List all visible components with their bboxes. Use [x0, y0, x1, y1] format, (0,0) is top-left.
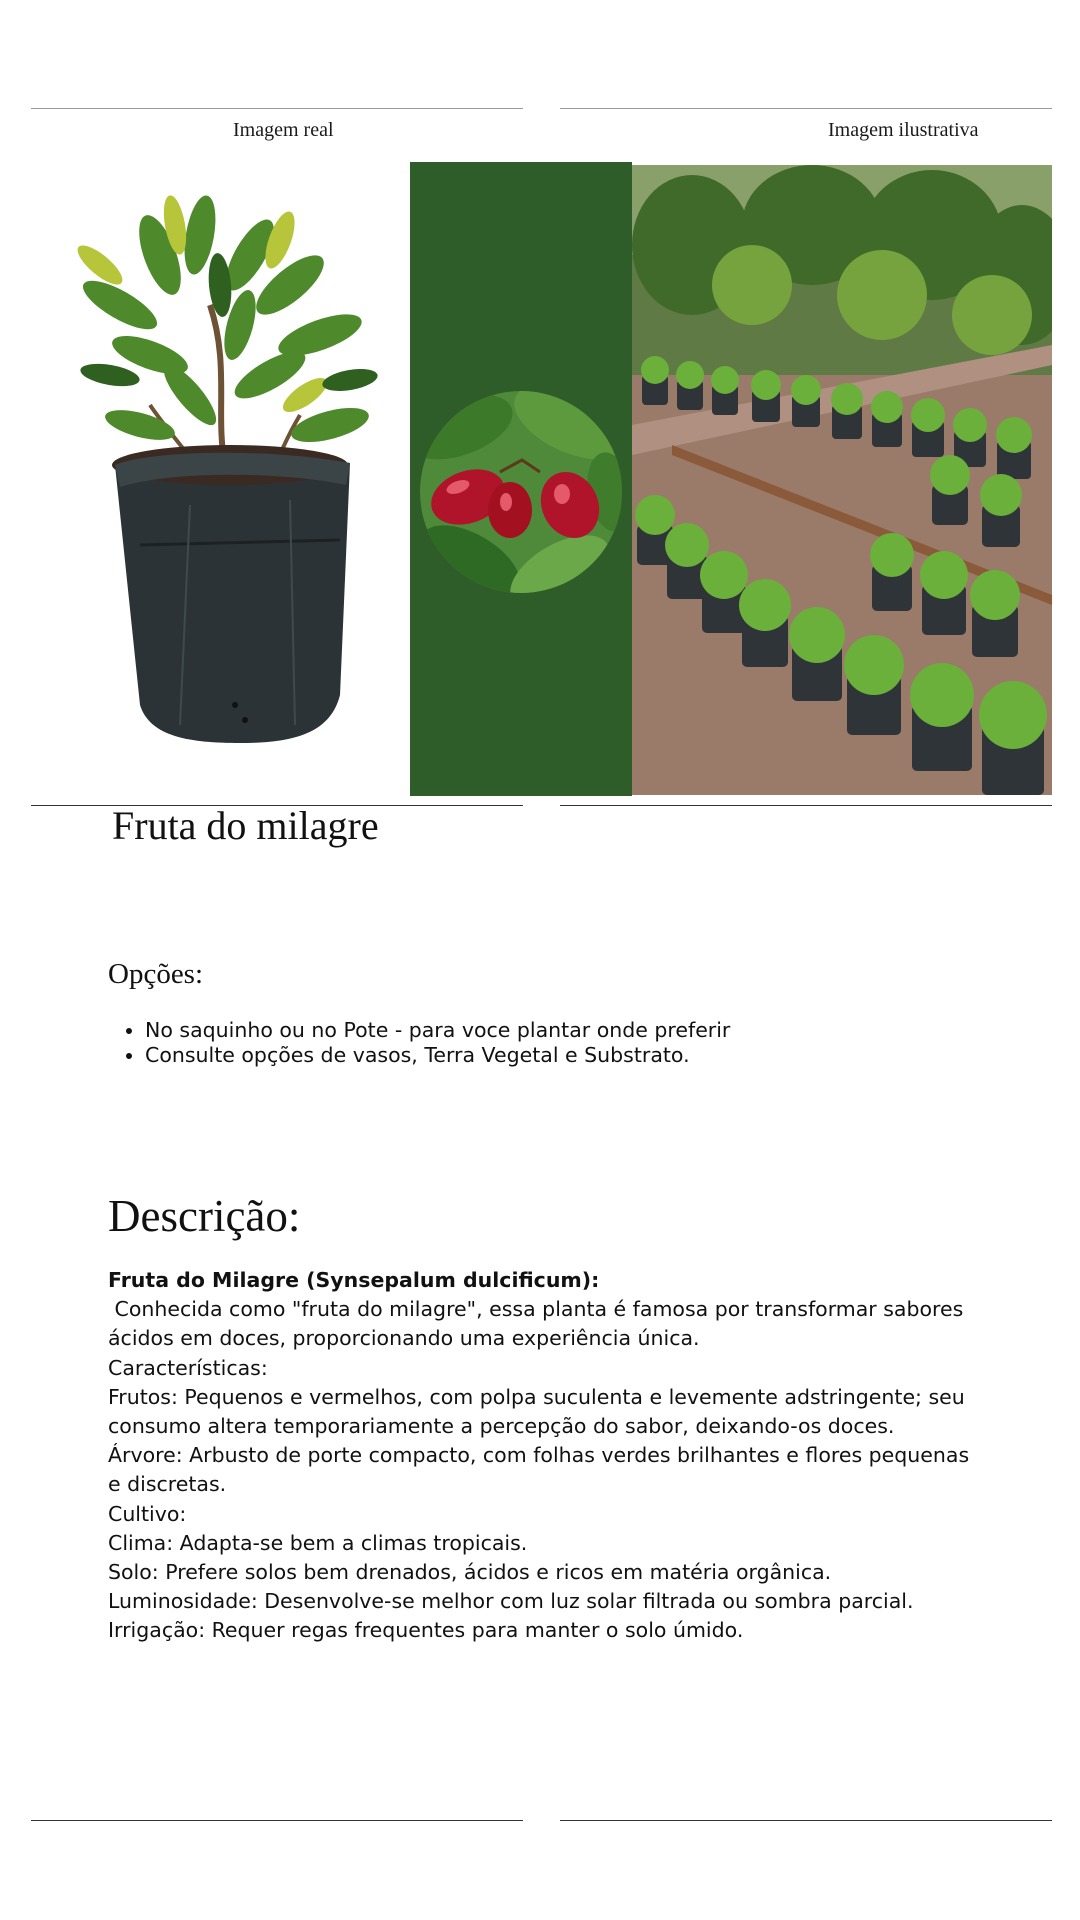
product-photo-seedling[interactable]	[40, 165, 400, 795]
top-divider-right	[560, 108, 1052, 109]
miracle-fruit-panel[interactable]	[410, 162, 632, 796]
list-item: • Consulte opções de vasos, Terra Vegetal e Substrato.	[145, 1043, 730, 1068]
description-fruits: Frutos: Pequenos e vermelhos, com polpa suculenta e levemente adstringente; seu consumo altera temporariamente a percepção do sabor, deixando-os doces.	[108, 1384, 965, 1439]
nursery-illustration	[632, 165, 1052, 795]
description-cultivation-heading: Cultivo:	[108, 1501, 187, 1526]
bottom-divider-right	[560, 1820, 1052, 1821]
berries-illustration	[410, 162, 632, 796]
bottom-divider-left	[31, 1820, 523, 1821]
description-tree: Árvore: Arbusto de porte compacto, com folhas verdes brilhantes e flores pequenas e discretas.	[108, 1443, 970, 1497]
caption-illustrative-image: Imagem ilustrativa	[828, 119, 979, 141]
description-heading: Descrição:	[108, 1191, 301, 1241]
top-divider-left	[31, 108, 523, 109]
options-heading: Opções:	[108, 958, 204, 990]
options-list	[108, 1018, 730, 1068]
description-intro: Conhecida como "fruta do milagre", essa planta é famosa por transformar sabores ácidos em doces, proporcionando uma experiência única.	[108, 1297, 970, 1351]
description-body	[108, 1266, 988, 1646]
caption-real-image: Imagem real	[233, 119, 334, 141]
description-soil: Solo: Prefere solos bem drenados, ácidos e ricos em matéria orgânica.	[108, 1560, 832, 1585]
description-climate: Clima: Adapta-se bem a climas tropicais.	[108, 1530, 528, 1555]
description-irrigation: Irrigação: Requer regas frequentes para manter o solo úmido.	[108, 1618, 744, 1643]
description-characteristics-heading: Características:	[108, 1355, 268, 1380]
mid-divider-right	[560, 805, 1052, 806]
list-item: • No saquinho ou no Pote - para voce plantar onde preferir	[145, 1018, 730, 1043]
nursery-photo[interactable]	[632, 165, 1052, 795]
description-light: Luminosidade: Desenvolve-se melhor com luz solar filtrada ou sombra parcial.	[108, 1589, 914, 1614]
product-title: Fruta do milagre	[112, 803, 379, 848]
seedling-illustration	[40, 165, 400, 795]
description-species: Fruta do Milagre (Synsepalum dulcificum):	[108, 1268, 600, 1292]
